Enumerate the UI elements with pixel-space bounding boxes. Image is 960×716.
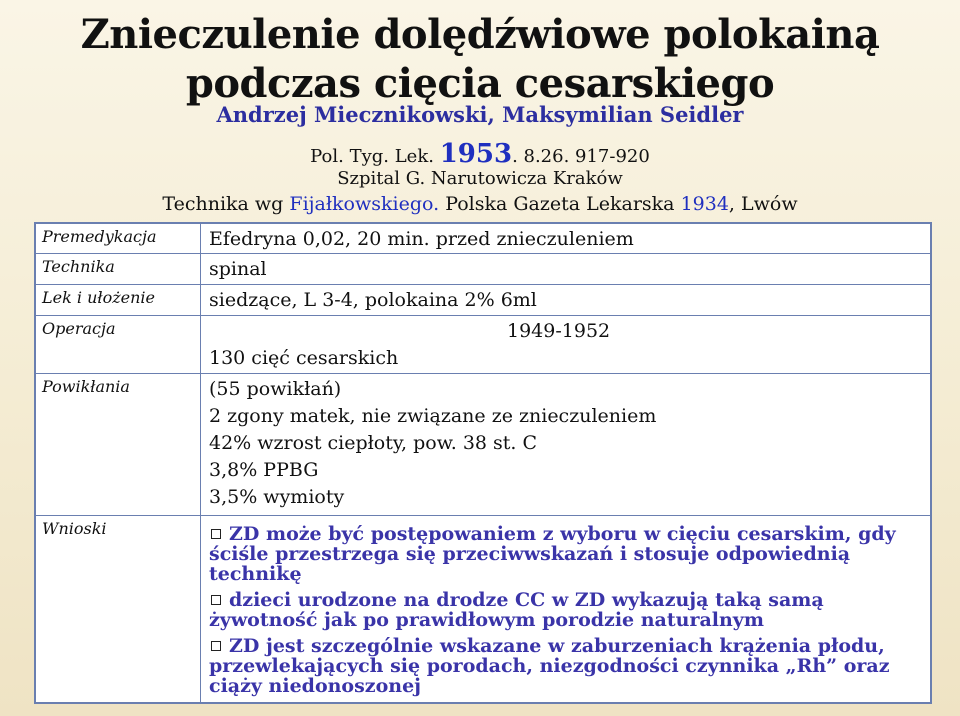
checkbox-bullet-icon	[211, 641, 221, 651]
value-line: 2 zgony matek, nie związane ze znieczuleniem	[209, 405, 657, 427]
row-value	[201, 285, 932, 316]
value-line: siedzące, L 3-4, polokaina 2% 6ml	[209, 289, 537, 311]
conclusions-list	[209, 524, 930, 696]
conclusion-text: ZD może być postępowaniem z wyboru w cięciu cesarskim, gdy ściśle przestrzega się przeciwwskazań i stosuje odpowiednią technikę	[209, 523, 896, 585]
value-line: 130 cięć cesarskich	[209, 347, 399, 369]
list-item	[209, 636, 930, 696]
technique-year: 1934	[680, 193, 729, 215]
table-row	[35, 374, 931, 516]
row-label: Operacja	[35, 316, 201, 374]
table-row	[35, 223, 931, 254]
technique-journal: Polska Gazeta Lekarska	[445, 193, 675, 215]
value-line: (55 powikłań)	[209, 378, 342, 400]
list-item	[209, 524, 930, 584]
table-row	[35, 316, 931, 374]
hospital: Szpital G. Narutowicza Kraków	[337, 168, 623, 189]
checkbox-bullet-icon	[211, 595, 221, 605]
value-line: 3,5% wymioty	[209, 486, 345, 508]
reference-citation	[0, 139, 960, 169]
row-value	[201, 223, 932, 254]
publication-year: 1953	[439, 139, 513, 169]
list-item	[209, 590, 930, 630]
years-range: 1949-1952	[507, 320, 611, 342]
study-table	[34, 222, 932, 704]
table-row	[35, 254, 931, 285]
technique-reference	[0, 193, 960, 215]
row-value	[201, 374, 932, 516]
checkbox-bullet-icon	[211, 529, 221, 539]
conclusion-text: dzieci urodzone na drodze CC w ZD wykazują taką samą żywotność jak po prawidłowym porodzie naturalnym	[209, 589, 824, 631]
authors: Andrzej Miecznikowski, Maksymilian Seidler	[216, 102, 744, 127]
citation-details: . 8.26. 917-920	[512, 146, 650, 167]
technique-city: , Lwów	[728, 193, 798, 215]
row-label: Premedykacja	[35, 223, 201, 254]
table-row	[35, 516, 931, 704]
row-value	[201, 516, 932, 704]
technique-author: Fijałkowskiego.	[289, 193, 440, 215]
row-label: Technika	[35, 254, 201, 285]
row-value	[201, 316, 932, 374]
row-label: Powikłania	[35, 374, 201, 516]
row-label: Wnioski	[35, 516, 201, 704]
conclusion-text: ZD jest szczególnie wskazane w zaburzeniach krążenia płodu, przewlekających się porodach, niezgodności czynnika „Rh” oraz ciąży niedonoszonej	[209, 635, 890, 697]
value-line: 3,8% PPBG	[209, 459, 319, 481]
technique-prefix: Technika wg	[162, 193, 284, 215]
slide-title-line2: podczas cięcia cesarskiego	[185, 60, 775, 107]
row-label: Lek i ułożenie	[35, 285, 201, 316]
row-value	[201, 254, 932, 285]
value-line: 42% wzrost ciepłoty, pow. 38 st. C	[209, 432, 538, 454]
value-line: Efedryna 0,02, 20 min. przed znieczuleniem	[209, 228, 634, 250]
slide-title-line1: Znieczulenie dolędźwiowe polokainą	[80, 11, 880, 58]
value-line: spinal	[209, 258, 267, 280]
journal-name: Pol. Tyg. Lek.	[310, 146, 434, 167]
table-row	[35, 285, 931, 316]
